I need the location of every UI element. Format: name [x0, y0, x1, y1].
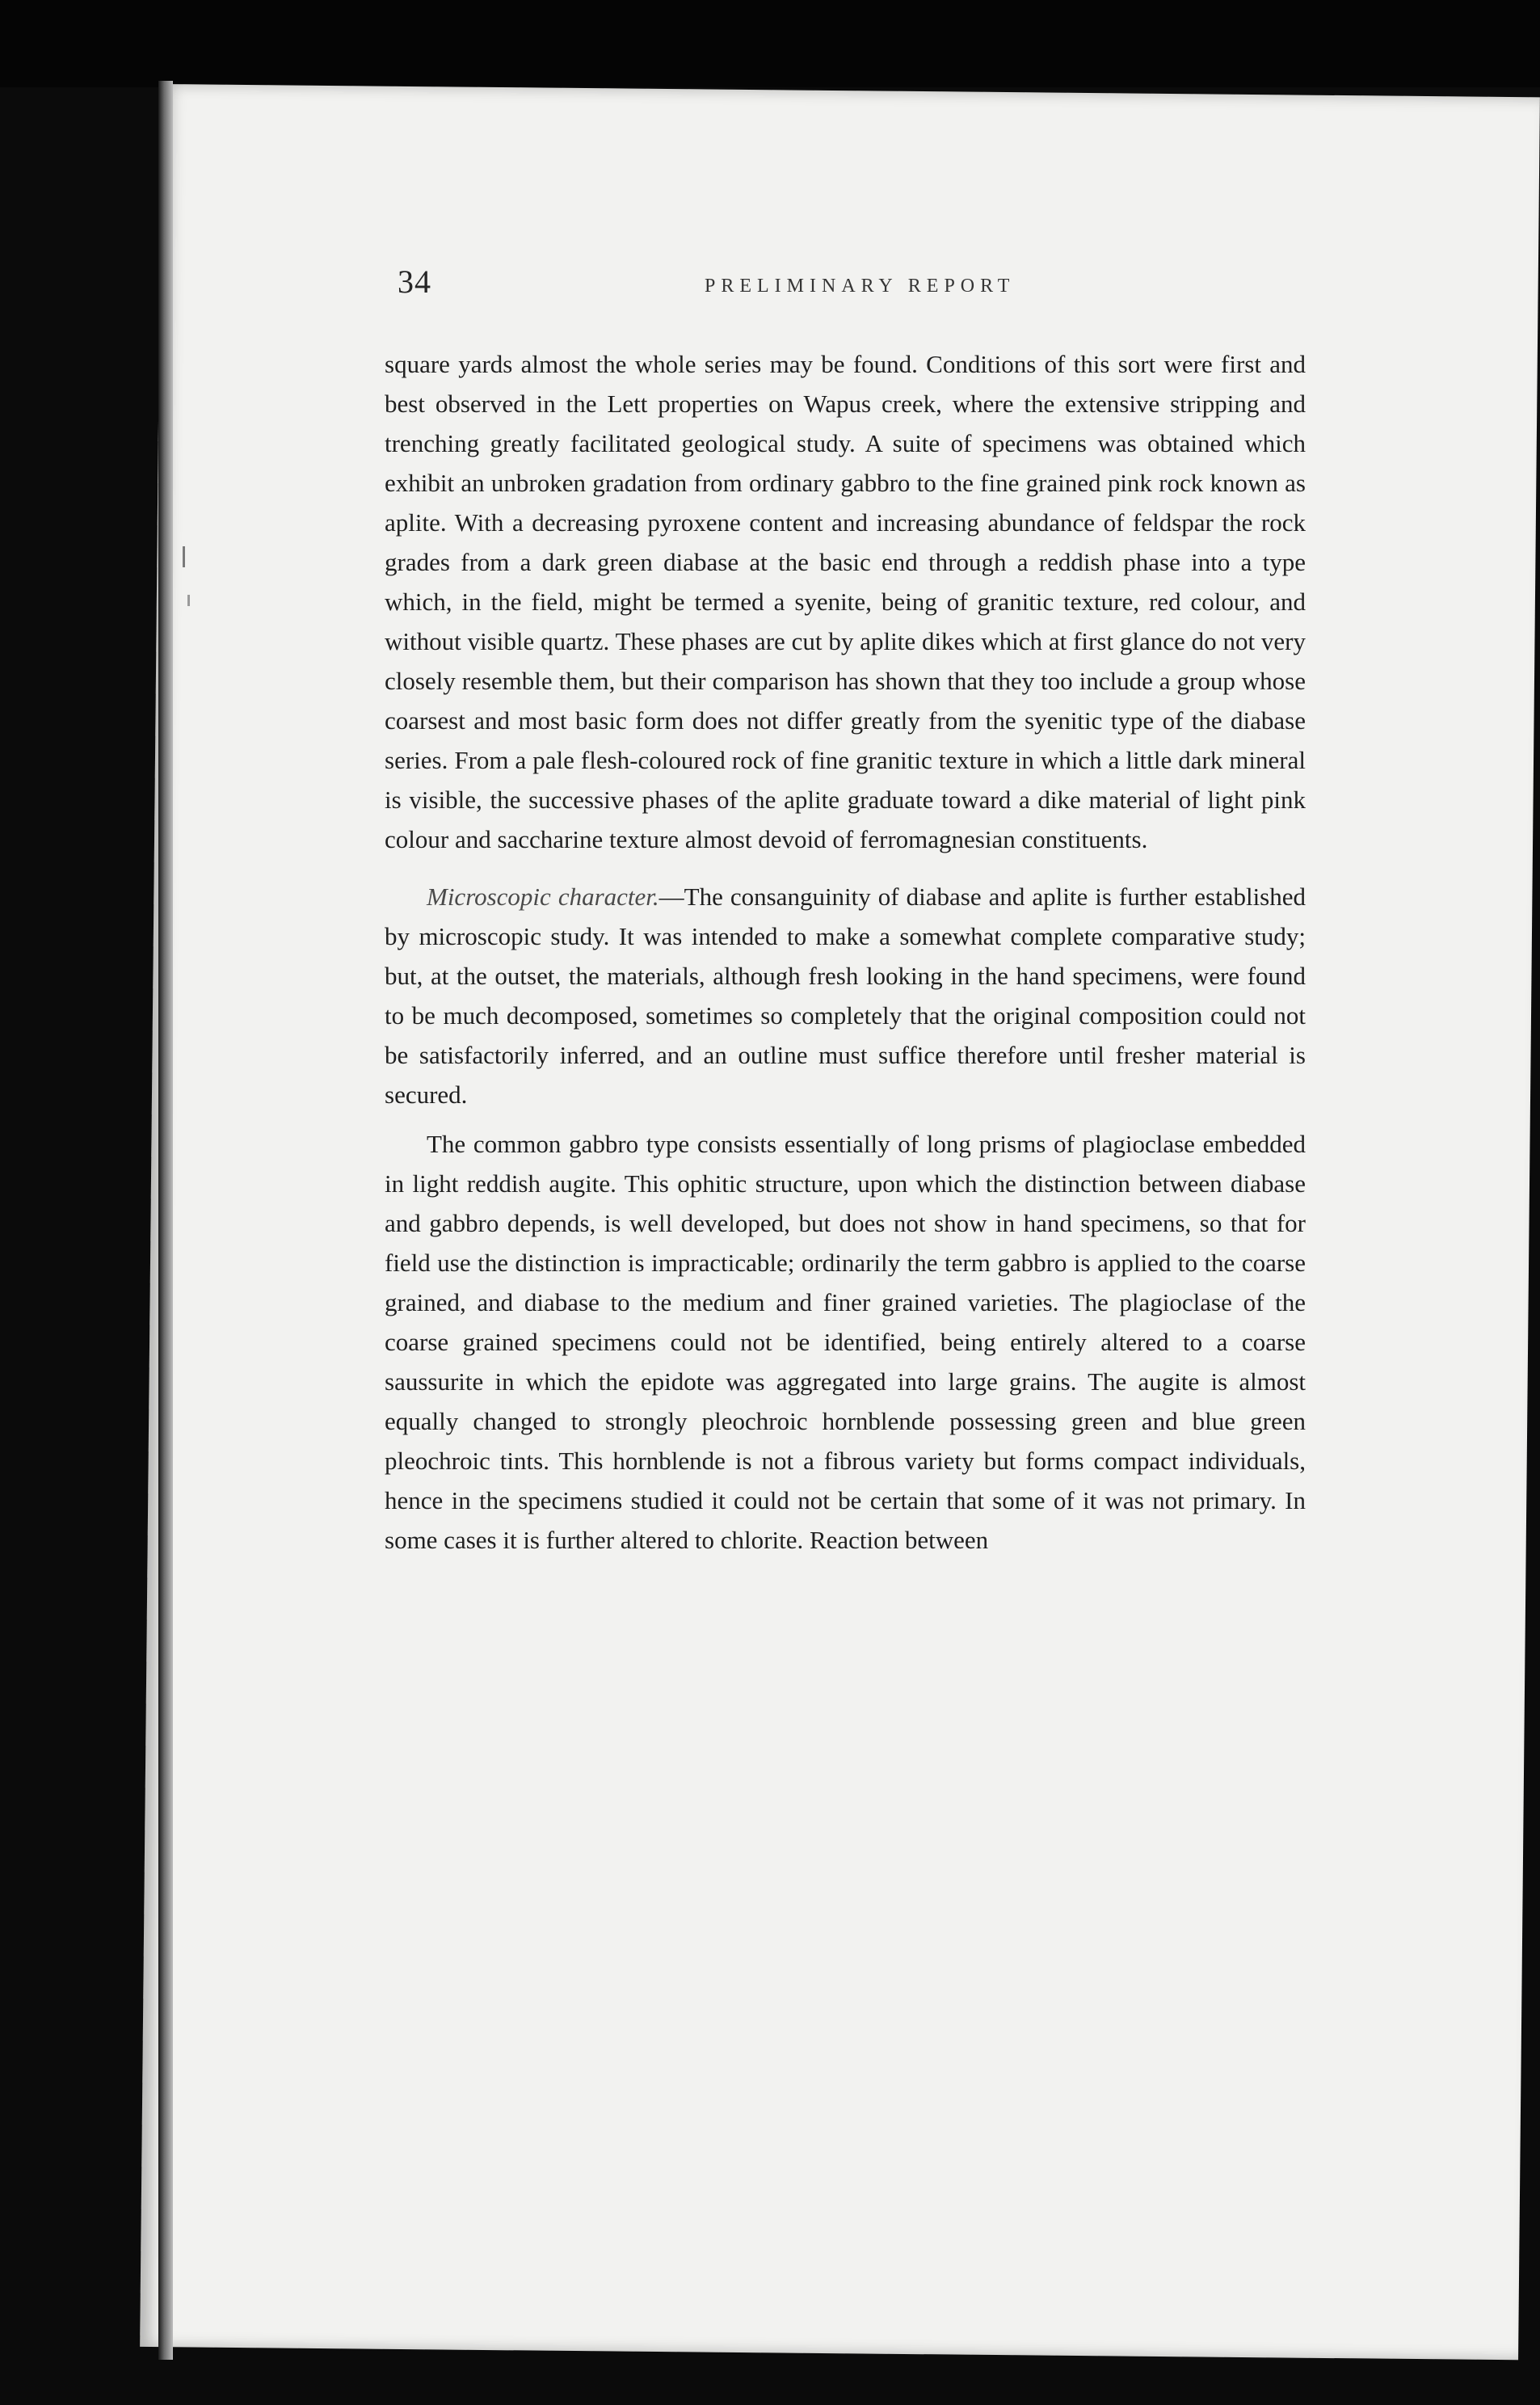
paragraph-text: —The consanguinity of diabase and aplite is further established by microscopic study. It was intended to make a somewhat complete comparative study; but, at the outset, the materials, although fresh looking in the hand specimens, were found to be much decomposed, sometimes so completely that the original composition could not be satisfactorily inferred, and an outline must suffice therefore until fresher material is secured.: [385, 882, 1306, 1109]
paragraph-text: The common gabbro type consists essentially of long prisms of plagioclase embedded in light reddish augite. This ophitic structure, upon which the distinction between diabase and gabbro depends, is well developed, but does not show in hand specimens, so that for field use the distinction is impracticable; ordinarily the term gabbro is applied to the coarse grained, and diabase to the medium and finer grained varieties. The plagioclase of the coarse grained specimens could not be identified, being entirely altered to a coarse saussurite in which the epidote was aggregated into large grains. The augite is almost equally changed to strongly pleochroic hornblende possessing green and blue green pleochroic tints. This hornblende is not a fibrous variety but forms compact individuals, hence in the specimens studied it could not be certain that some of it was not primary. In some cases it is further altered to chlorite. Reaction between: [385, 1130, 1306, 1554]
scan-border-top: [0, 0, 1540, 87]
margin-mark: [187, 595, 190, 606]
margin-mark: [183, 546, 185, 567]
running-head: PRELIMINARY REPORT: [705, 276, 1016, 297]
paragraph: [385, 877, 1306, 1114]
paragraph: [385, 344, 1306, 859]
paragraph-text: square yards almost the whole series may be found. Conditions of this sort were first and best observed in the Lett properties on Wapus creek, where the extensive stripping and trenching greatly facilitated geological study. A suite of specimens was obtained which exhibit an unbroken gradation from ordinary gabbro to the fine grained pink rock known as aplite. With a decreasing pyroxene content and increasing abundance of feldspar the rock grades from a dark green diabase at the basic end through a reddish phase into a type which, in the field, might be termed a syenite, being of granitic texture, red colour, and without visible quartz. These phases are cut by aplite dikes which at first glance do not very closely resemble them, but their comparison has shown that they too include a group whose coarsest and most basic form does not differ greatly from the syenitic type of the diabase series. From a pale flesh-coloured rock of fine granitic texture in which a little dark mineral is visible, the successive phases of the aplite graduate toward a dike material of light pink colour and saccharine texture almost devoid of ferromagnesian constituents.: [385, 350, 1306, 853]
page-number: 34: [398, 263, 431, 300]
paragraph-heading: Microscopic character.: [427, 882, 659, 911]
paragraph: [385, 1124, 1306, 1560]
body-text: [385, 344, 1306, 1560]
page-binding-edge: [158, 81, 173, 2360]
